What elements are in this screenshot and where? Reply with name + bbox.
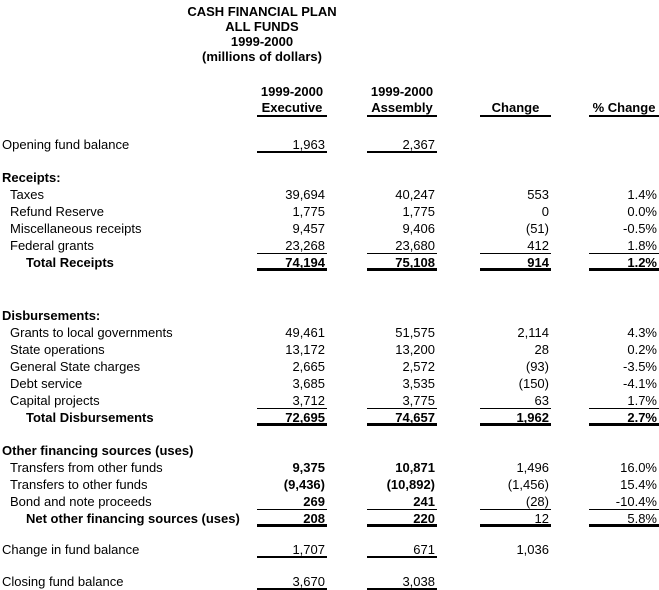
cell-change: 0 (541, 204, 549, 219)
cell-executive: 1,775 (292, 204, 325, 219)
cell-change: (28) (480, 493, 551, 510)
header-executive-year: 1999-2000 (260, 84, 324, 99)
row-label: Opening fund balance (2, 137, 130, 152)
cell-executive: 49,461 (285, 325, 325, 340)
cell-executive: 2,665 (292, 359, 325, 374)
cell-assembly: 75,108 (367, 254, 437, 271)
table-row-transfers-to-other-funds (0, 476, 659, 493)
section-header-receipts (0, 169, 659, 186)
document-title: CASH FINANCIAL PLAN (187, 4, 337, 19)
column-header-row-bottom (0, 100, 659, 117)
cell-pct-change: 1.2% (589, 254, 659, 271)
header-assembly: Assembly (367, 100, 437, 117)
cell-change: 553 (527, 187, 549, 202)
cell-change: 1,962 (480, 409, 551, 426)
cell-change: (150) (518, 376, 549, 391)
cell-pct-change: -10.4% (589, 493, 659, 510)
row-label: Grants to local governments (10, 325, 173, 340)
table-row-net-other-financing-sources (0, 510, 659, 527)
header-pct-change: % Change (589, 100, 659, 117)
header-executive: Executive (257, 100, 327, 117)
table-row-opening-fund-balance (0, 136, 659, 153)
cell-assembly: 3,535 (402, 376, 435, 391)
section-label: Receipts: (2, 170, 61, 185)
cell-pct-change: 1.8% (589, 237, 659, 254)
row-label: Debt service (10, 376, 83, 391)
table-row-transfers-from-other-funds (0, 459, 659, 476)
cell-pct-change: 2.7% (589, 409, 659, 426)
cell-pct-change (589, 541, 659, 558)
cell-executive: 3,670 (257, 573, 327, 590)
cell-executive: 1,707 (257, 541, 327, 558)
cell-executive: 23,268 (257, 237, 327, 254)
cell-assembly: 3,775 (367, 392, 437, 409)
row-label: Federal grants (10, 238, 94, 253)
cell-change: 412 (480, 237, 551, 254)
cell-change (480, 136, 551, 153)
header-change: Change (480, 100, 551, 117)
cell-assembly: 2,572 (402, 359, 435, 374)
cell-assembly: 10,871 (395, 460, 435, 475)
row-label: Transfers to other funds (10, 477, 148, 492)
cell-assembly: 220 (367, 510, 437, 527)
cell-pct-change: 16.0% (620, 460, 657, 475)
row-label: Closing fund balance (2, 574, 124, 589)
cell-change (480, 573, 551, 590)
cell-assembly: 9,406 (402, 221, 435, 236)
cell-assembly: 74,657 (367, 409, 437, 426)
cell-assembly: 40,247 (395, 187, 435, 202)
cell-pct-change: -3.5% (623, 359, 657, 374)
cell-assembly: 23,680 (367, 237, 437, 254)
table-row-closing-fund-balance (0, 573, 659, 590)
column-header-row-top (0, 84, 659, 100)
cell-change: 12 (480, 510, 551, 527)
document-subtitle-funds: ALL FUNDS (225, 19, 299, 34)
table-row-taxes (0, 186, 659, 203)
cell-pct-change: 0.2% (627, 342, 657, 357)
cell-executive: 269 (257, 493, 327, 510)
table-row-bond-and-note-proceeds (0, 493, 659, 510)
cell-pct-change: 4.3% (627, 325, 657, 340)
cell-executive: 13,172 (285, 342, 325, 357)
cell-assembly: 3,038 (367, 573, 437, 590)
cell-assembly: 2,367 (367, 136, 437, 153)
row-label: Net other financing sources (uses) (26, 511, 240, 526)
cell-change: 2,114 (517, 325, 549, 340)
cell-executive: 3,685 (292, 376, 325, 391)
document-title-block (0, 4, 524, 64)
row-label: Transfers from other funds (10, 460, 163, 475)
cell-executive: 208 (257, 510, 327, 527)
cell-pct-change: 1.7% (589, 392, 659, 409)
cell-change: 1,496 (516, 460, 549, 475)
cell-pct-change: 15.4% (620, 477, 657, 492)
table-row-change-in-fund-balance (0, 541, 659, 558)
cell-pct-change: -0.5% (623, 221, 657, 236)
header-assembly-year: 1999-2000 (370, 84, 434, 99)
table-row-grants-to-local-governments (0, 324, 659, 341)
cell-assembly: (10,892) (386, 477, 435, 492)
cell-executive: 9,375 (292, 460, 325, 475)
row-label: Bond and note proceeds (10, 494, 152, 509)
document-subtitle-units: (millions of dollars) (202, 49, 322, 64)
cell-pct-change (589, 573, 659, 590)
table-row-miscellaneous-receipts (0, 220, 659, 237)
table-row-state-operations (0, 341, 659, 358)
section-label: Other financing sources (uses) (2, 443, 194, 458)
row-label: General State charges (10, 359, 141, 374)
row-label: Total Receipts (26, 255, 114, 270)
cell-assembly: 1,775 (402, 204, 435, 219)
cell-executive: (9,436) (283, 477, 325, 492)
cell-pct-change: 0.0% (627, 204, 657, 219)
cell-change: 28 (534, 342, 549, 357)
cell-pct-change: 1.4% (627, 187, 657, 202)
cell-executive: 9,457 (292, 221, 325, 236)
table-row-debt-service (0, 375, 659, 392)
header-spacer (0, 84, 257, 100)
row-label: Total Disbursements (26, 410, 154, 425)
cell-change: (51) (525, 221, 549, 236)
table-row-total-disbursements (0, 409, 659, 426)
table-row-refund-reserve (0, 203, 659, 220)
cell-executive: 1,963 (257, 136, 327, 153)
table-row-total-receipts (0, 254, 659, 271)
cell-assembly: 671 (367, 541, 437, 558)
row-label: Change in fund balance (2, 542, 140, 557)
cell-assembly: 51,575 (395, 325, 435, 340)
cell-assembly: 241 (367, 493, 437, 510)
cell-change: (93) (525, 359, 549, 374)
cell-executive: 72,695 (257, 409, 327, 426)
row-label: State operations (10, 342, 105, 357)
section-label: Disbursements: (2, 308, 101, 323)
cell-pct-change: -4.1% (623, 376, 657, 391)
header-spacer (0, 100, 257, 117)
document-subtitle-year: 1999-2000 (230, 34, 294, 49)
row-label: Refund Reserve (10, 204, 104, 219)
row-label: Miscellaneous receipts (10, 221, 142, 236)
cell-executive: 39,694 (285, 187, 325, 202)
row-label: Taxes (10, 187, 44, 202)
cell-assembly: 13,200 (395, 342, 435, 357)
row-label: Capital projects (10, 393, 100, 408)
cell-executive: 74,194 (257, 254, 327, 271)
section-header-other-financing-sources (0, 442, 659, 459)
cell-pct-change (589, 136, 659, 153)
table-row-capital-projects (0, 392, 659, 409)
table-row-federal-grants (0, 237, 659, 254)
cell-change: 1,036 (516, 542, 549, 557)
section-header-disbursements (0, 307, 659, 324)
cell-change: 914 (480, 254, 551, 271)
cell-change: 63 (480, 392, 551, 409)
cell-pct-change: 5.8% (589, 510, 659, 527)
table-row-general-state-charges (0, 358, 659, 375)
cell-executive: 3,712 (257, 392, 327, 409)
cell-change: (1,456) (507, 477, 549, 492)
